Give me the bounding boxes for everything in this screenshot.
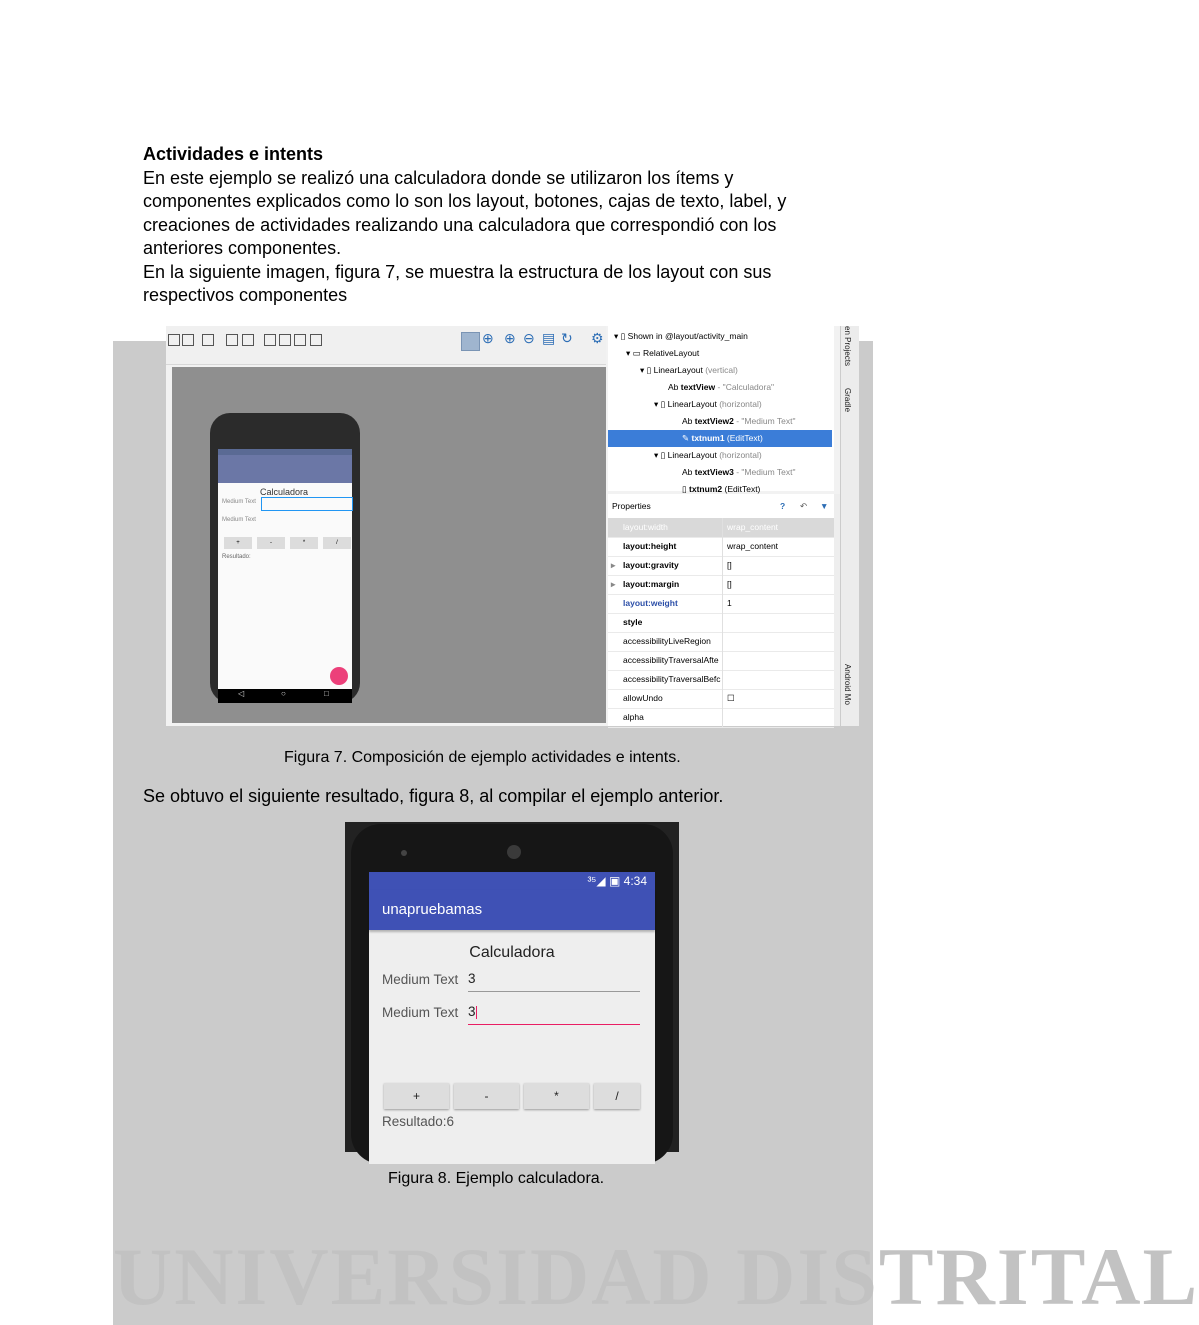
property-row: layout:height wrap_content xyxy=(608,537,834,557)
figure-7-caption: Figura 7. Composición de ejemplo actividades e intents. xyxy=(284,749,681,766)
home-icon: ○ xyxy=(281,689,286,698)
section-heading: Actividades e intents xyxy=(143,144,324,164)
figure-8-phone-screenshot xyxy=(345,822,679,1152)
tree-row: ▾ ▯ LinearLayout (vertical) xyxy=(640,365,738,375)
medium-text-label-1: Medium Text xyxy=(382,972,459,987)
paragraph-line: componentes explicados como lo son los layout, botones, cajas de texto, label, y xyxy=(143,191,787,211)
zoom-out-icon: ⊖ xyxy=(523,330,535,346)
checkbox-icon: ☐ xyxy=(722,689,735,708)
mail-fab-icon xyxy=(330,667,348,685)
zoom-icon: ⊕ xyxy=(482,330,494,346)
paragraph-line: creaciones de actividades realizando una calculadora que correspondió con los xyxy=(143,214,777,235)
nav-bar xyxy=(218,689,352,703)
properties-header: Properties ? ↶ ▼ xyxy=(608,494,834,519)
preview-divide-button: / xyxy=(323,537,351,549)
number-input-1[interactable]: 3 xyxy=(468,971,640,992)
paragraph-line: respectivos componentes xyxy=(143,285,348,305)
app-title: unapruebamas xyxy=(369,890,655,930)
multiply-button[interactable]: * xyxy=(524,1083,589,1109)
body-text xyxy=(143,143,881,308)
selection-box xyxy=(261,497,353,511)
watermark-text: UNIVERSIDAD DISTRITAL xyxy=(113,1231,1199,1322)
refresh-icon: ↻ xyxy=(561,330,573,346)
medium-text-label-2: Medium Text xyxy=(382,1005,459,1020)
preview-title: Calculadora xyxy=(260,487,309,497)
tree-row: ▾ ▯ Shown in @layout/activity_main xyxy=(614,331,748,341)
help-icon: ? xyxy=(780,501,786,511)
select-tool-icon xyxy=(461,332,480,351)
preview-multiply-button: * xyxy=(290,537,318,549)
paragraph-line: En la siguiente imagen, figura 7, se muestra la estructura de los layout con sus xyxy=(143,261,772,282)
tree-row: ▾ ▯ LinearLayout (horizontal) xyxy=(654,399,762,409)
zoom-in-icon: ⊕ xyxy=(504,330,516,346)
zoom-fit-icon xyxy=(202,334,214,346)
ide-toolbar xyxy=(166,326,606,365)
side-tab-gradle: Gradle xyxy=(843,388,852,413)
phone-screen xyxy=(369,872,655,1164)
align-icon xyxy=(226,334,238,346)
paragraph-2 xyxy=(143,261,881,308)
tree-row-selected: ✎ txtnum1 (EditText) xyxy=(608,430,832,447)
paragraph-1 xyxy=(143,167,881,261)
page-icon: ▤ xyxy=(542,330,556,346)
filter-icon: ▼ xyxy=(820,501,829,511)
design-canvas xyxy=(172,367,606,723)
subtract-button[interactable]: - xyxy=(454,1083,519,1109)
grid-icon xyxy=(310,334,322,346)
tree-row: Ab textView2 - "Medium Text" xyxy=(682,416,796,426)
app-bar xyxy=(218,455,352,483)
property-row: allowUndo ☐ xyxy=(608,689,834,709)
preview-medium-text: Medium Text xyxy=(222,517,256,523)
tree-row: ▯ txtnum2 (EditText) xyxy=(682,484,761,494)
paragraph-line: En este ejemplo se realizó una calculadora donde se utilizaron los ítems y xyxy=(143,167,734,188)
result-label: Resultado:6 xyxy=(382,1114,455,1129)
properties-panel xyxy=(608,494,834,726)
column-icon xyxy=(264,334,276,346)
gear-icon: ⚙ xyxy=(591,330,604,346)
layout-icon xyxy=(168,334,180,346)
tree-row: Ab textView3 - "Medium Text" xyxy=(682,467,796,477)
phone-preview-screen xyxy=(218,449,352,689)
back-icon: ◁ xyxy=(238,689,245,698)
number-input-2[interactable]: 3 xyxy=(468,1004,640,1025)
preview-result: Resultado: xyxy=(222,554,251,560)
result-sentence: Se obtuvo el siguiente resultado, figura 8, al compilar el ejemplo anterior. xyxy=(143,786,724,806)
tree-row: ▾ ▭ RelativeLayout xyxy=(626,348,700,358)
ide-side-tabs xyxy=(840,326,859,726)
side-tab-android-monitor: Android Mo xyxy=(843,664,852,705)
phone-frame xyxy=(351,824,673,1164)
property-row: accessibilityTraversalAfte xyxy=(608,651,834,671)
preview-minus-button: - xyxy=(257,537,285,549)
preview-medium-text: Medium Text xyxy=(222,499,256,505)
status-bar: ³⁵◢ ▣ 4:34 xyxy=(369,872,655,890)
figure-7-ide-screenshot xyxy=(166,326,858,726)
recents-icon: □ xyxy=(324,689,329,698)
add-button[interactable]: + xyxy=(384,1083,449,1109)
property-row: accessibilityLiveRegion xyxy=(608,632,834,652)
figure-8-caption: Figura 8. Ejemplo calculadora. xyxy=(388,1170,605,1187)
grid-icon xyxy=(294,334,306,346)
component-tree xyxy=(608,326,834,494)
undo-icon: ↶ xyxy=(800,501,808,511)
speaker-icon xyxy=(507,845,521,859)
text-cursor xyxy=(476,1006,477,1019)
calculator-title: Calculadora xyxy=(469,944,555,961)
align-icon xyxy=(242,334,254,346)
divide-button[interactable]: / xyxy=(594,1083,640,1109)
property-row: layout:weight 1 xyxy=(608,594,834,614)
property-row: style xyxy=(608,613,834,633)
side-tab-projects: en Projects xyxy=(843,326,852,367)
layout-icon xyxy=(182,334,194,346)
table-icon xyxy=(279,334,291,346)
camera-icon xyxy=(401,850,407,856)
property-row: ▸ layout:margin [] xyxy=(608,575,834,595)
phone-preview xyxy=(210,413,360,703)
property-row: alpha xyxy=(608,708,834,728)
property-row: layout:width wrap_content xyxy=(608,518,834,538)
tree-row: Ab textView - "Calculadora" xyxy=(668,382,775,392)
property-row: ▸ layout:gravity [] xyxy=(608,556,834,576)
property-row: accessibilityTraversalBefc xyxy=(608,670,834,690)
paragraph-line: anteriores componentes. xyxy=(143,238,342,258)
tree-row: ▾ ▯ LinearLayout (horizontal) xyxy=(654,450,762,460)
preview-plus-button: + xyxy=(224,537,252,549)
